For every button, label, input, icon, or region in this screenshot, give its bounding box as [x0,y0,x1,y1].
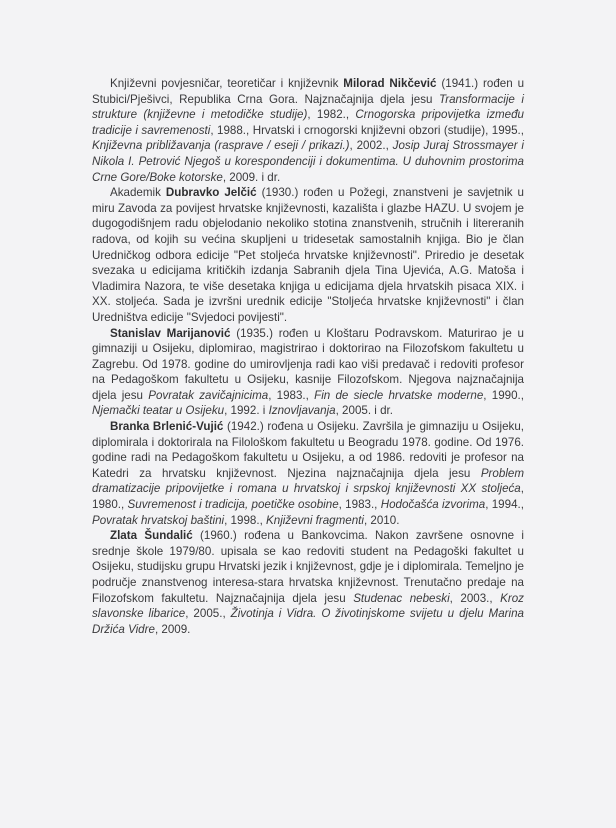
bio-paragraph-marijanovic [92,326,524,420]
work-title: Povratak zavičajnicima [148,388,269,402]
work-title: Iznovljavanja [268,404,336,418]
author-name: Dubravko Jelčić [165,186,257,200]
bio-text: , 2002., [349,139,393,153]
bio-text: (1930.) rođen u Požegi, znanstveni je savjetnik u miru Zavoda za povijest hrvatske književnosti, kazališta i glazbe HAZU. U svojem je dugogodišnjem radu objelodanio nekoliko stotina znanstvenih, stručnih i litereranih radova, od kojih su većina skupljeni u tridesetak samostalnih knjiga. Bio je član Uredničkog odbora edicije "Pet stoljeća hrvatske književnosti". Priredio je desetak svezaka u edicijama kritičkih izdanja Sabranih djela Tina Ujevića, A.G. Matoša i Vladimira Nazora, te više desetaka knjiga u edicijama djela hrvatskih pisaca XIX. i XX. stoljeća. Sada je izvršni urednik edicije "Stoljeća hrvatske književnosti" i član Uredništva edicije "Svjedoci povijesti". [92,186,524,324]
bio-text: , 1998., [224,513,267,527]
work-title: Suvremenost i tradicija, poetičke osobine [127,498,339,512]
bio-paragraph-nikcevic [92,76,524,185]
bio-text: , 1988., Hrvatski i crnogorski književni obzori (studije), 1995., [210,123,524,137]
bio-text: Akademik [110,186,166,200]
bio-text: Književni povjesničar, teoretičar i književnik [110,77,344,90]
work-title: Hodočašća izvorima [380,498,486,512]
author-name: Stanislav Marijanović [110,326,231,340]
bio-text: , 2005. i dr. [335,404,393,418]
bio-text: (1935.) rođen u Kloštaru Podravskom. Maturirao je u gimnaziji u Osijeku, diplomirao, magistrirao i doktorirao na Filozofskom fakultetu u Zagrebu. Od 1978. godine do umirovljenja radi kao viši predavač i redoviti profesor na Pedagoškom fakultetu u Osijeku, kasnije Filozofskom. Njegova najznačajnija djela jesu [92,326,525,402]
bio-text: , 2003., [449,591,501,605]
bio-text: , 1990., [483,388,524,402]
bio-text: , 2009. i dr. [222,170,281,184]
work-title: Crnogorska pripovijetka između tradicije i savremenosti [92,108,524,137]
work-title: Njemački teatar u Osijeku [92,404,225,418]
bio-text: , 1994., [485,498,524,512]
work-title: Problem dramatizacije pripovijetke i romana u hrvatskoj i srpskoj književnosti XX stoljeća [92,466,524,496]
bio-paragraph-jelcic [92,185,524,325]
bio-text: , 1983., [338,498,381,512]
author-name: Zlata Šundalić [110,529,193,543]
work-title: Transformacije i strukture (književne i metodičke studije) [92,92,524,122]
author-name: Branka Brlenić-Vujić [110,420,224,434]
bio-text: , 1983., [268,388,315,402]
bio-text: (1941.) rođen u Stubici/Pješivci, Republika Crna Gora. Najznačajnija djela jesu [92,77,525,106]
work-title: Povratak hrvatskoj baštini [92,513,225,527]
bio-text: , 1980., [92,482,524,512]
bio-text: (1942.) rođena u Osijeku. Završila je gimnaziju u Osijeku, diplomirala i doktorirala na Filološkom fakultetu u Beogradu 1978. godine. Od 1976. godine radi na Pedagoškom fakultetu u Osijeku, a od 1986. redoviti je profesor na Katedri za hrvatsku književnost. Njezina najznačajnija djela jesu [92,420,524,480]
bio-paragraph-brlenic-vujic [92,419,524,528]
bio-text: , 2009. [154,622,191,636]
work-title: Životinja i Vidra. O životinjskome svijetu u djelu Marina Držića Vidre [92,607,524,636]
bio-text: (1960.) rođena u Bankovcima. Nakon završene osnovne i srednje škole 1979/80. upisala se kao redoviti student na Pedagoški fakultet u Osijeku, studijsku grupu Hrvatski jezik i književnost, gdje je i diplomirala. Temeljno je područje znanstvenog interesa-stara hrvatska književnost. Trenutačno predaje na Filozofskom fakultetu. Najznačajnija djela jesu [92,529,524,605]
work-title: Studenac nebeski [353,591,450,605]
bio-text: , 2010. [363,513,400,527]
work-title: Književni fragmenti [266,513,364,527]
work-title: Josip Juraj Strossmayer i Nikola I. Petrović Njegoš u korespondenciji i dokumentima. U duhovnim prostorima Crne Gore/Boke kotorske [92,139,524,184]
work-title: Književna približavanja (rasprave / eseji / prikazi.) [92,139,350,153]
work-title: Fin de siecle hrvatske moderne [314,388,484,402]
bio-text: , 1992. i [224,404,269,418]
bio-paragraph-sundalic [92,528,524,637]
bio-text: , 1982., [307,108,356,122]
bio-text: , 2005., [185,607,231,621]
work-title: Kroz slavonske libarice [92,591,524,621]
author-name: Milorad Nikčević [343,77,437,90]
